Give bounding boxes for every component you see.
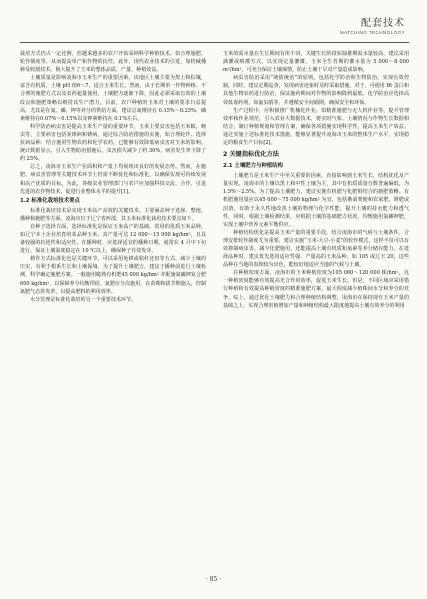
body-paragraph: 在种植密度方面，凌海市的玉米种植密度为105 000～120 000 株/hm²，这一种植密度能够有效提高光合作用效率，促进玉米生长。但是，不同区域应采用错行种植和有效提高种植密度的精准施肥方案，最大程度减少植株间水分和养分的竞争。综上，通过优化土壤肥力和合理种植结构调整，凌海市在保持现有玉米产量的基础之上，实现合理密植增加产量和种植结构最大限度地提高土壤有效养分的利用 — [223, 270, 409, 309]
section-subtitle: MATCHING TECHNOLOGY — [339, 30, 405, 35]
section-title: 配套技术 — [361, 18, 405, 29]
body-paragraph: 土壤质量是影响凌海市玉米生产的重要因素。该地区土壤主要为黑土和棕壤，富含有机质，土壤 pH 值6～7，适合玉米生长。然而，由于长期单一作物种植、不合理的施肥方式以及农药超量使用，土壤肥力逐渐下降，因此必须采取有效的土壤改良和施肥策略以维持其生产潜力。目前，农户种植的玉米对土壤的要求日益提高，尤其是在氮、磷、钾等养分的供给方面。建议总氮维持在 0.15%～0.25%、磷素维持在0.07%～0.15%以及钾素维持在 0.1%左右。 — [20, 75, 206, 122]
body-paragraph: 总之，凌海市玉米生产在面积和产量上均展现出良好的发展态势。然而，在施肥、病虫害管理等关键技术环节上仍需不断优化和标准化，以确保实现可持续发展和高产优质的目标。为此，各级农业管理部门与农户应加强科技交流、合作，引进先进的农作物技术，促进行业整体水平的提升[1]。 — [20, 164, 206, 195]
body-paragraph: 玉米的需水量在生长期间有所不同，关键生长阶段如抽雄期需水量较高，建议采用滴灌或喷灌方式，以实现定量灌溉，玉米全生育期的灌水量为 5 000～8 000 m³/hm²，可充分保证土壤墒情，防止土壤干旱对产量造成影响。 — [223, 51, 409, 74]
body-paragraph: 耕作方式标准化也是关键环节。可以采用免耕或秸秆还田等方式，减少土壤的压实，有利于根系生长和土壤保墒。为了提升土壤肥力，建议于播种前进行土壤检测，科学确定施肥方案。一般施用腐熟有机肥45 000 kg/hm² 并配施氮磷钾复合肥 600 kg/hm²，以保障养分均衡供给。氮肥应分次施用，在苗期和拔节期施入，控制氮肥气态挥发率，以提高肥料的利用效率。 — [20, 256, 206, 295]
body-paragraph: 栽培方式仍占一定比例，但越来越多的农户开始采纳科学种植技术，如合理施肥、轮作制度等，从而提高单产和作物的抗性。此外，现代农业技术的引进，如机械播种及收割技术，极大提升了玉米的整体品质、产量、种植效益。 — [20, 51, 206, 74]
section-heading-2: 2 关键指标优化方法 — [223, 151, 279, 159]
body-paragraph: 土壤肥力是玉米生产中至关重要的因素，直接影响到玉米生长、结构优化及产量实现。凌海市的土壤以黑土和中性土壤为主，其中有机质质量分数普遍偏低，为 1.5%～2.5%。为了提高土壤肥力，建议实施有机肥与化肥相结合的施肥策略。有机肥施用量应以45 000～75 000 kg/hm² 为宜，包括畜禽粪便和农家肥、堆肥或沼渣，有助于永久性地改善土壤的物理与化学性能，提升土壤的持水能力和透气性，同时，根据土壤检测结果，应根据土壤的基础肥力状况，均衡施用氮磷钾肥，实现土壤中营养元素平衡供应。 — [223, 173, 409, 228]
left-paragraphs-after — [20, 207, 206, 304]
right-column — [223, 50, 409, 568]
right-paragraphs-after — [223, 172, 409, 310]
body-paragraph: 种植结构优化是提高玉米产量的重要手段。结合凌海市的气候与土壤条件，合理安排轮作制度尤为重要，建议实施“玉米-大豆-小麦”的轮作模式，这样不仅可以有效抑制病虫害、减少化肥施用，还能提高土壤有机质和氮素等养分储存能力。在选择品种时，建议优先选用适应性强、产量高的玉米品种，如 105 或辽玉 20，这些品种在当地的表现较为出色，能较好地适应当地的气候与土壤。 — [223, 229, 409, 269]
left-column — [20, 50, 206, 568]
header-rule — [20, 42, 409, 43]
section-heading-1-2: 1.2 标准化栽培技术要点 — [20, 197, 80, 204]
page-header — [340, 14, 405, 35]
body-paragraph: 科学防治病虫害是提高玉米生产量的重要环节。玉米主要虫害包括玉米螟、蚜虫等，主要病害包括灰斑病和锈病，通过综合防治措施的实施，如合理轮作、选择抗病品种、结合施用生物农药和化学农药，已能够有效降低病虫害对玉米的影响。统计数据显示，引入生物防治措施后，虫害损失减少了约 30%，病害发生率下降了约 25%。 — [20, 123, 206, 163]
left-paragraphs — [20, 50, 206, 196]
page-number: · 85 · — [205, 576, 222, 583]
body-paragraph: 病虫害防治采用“统防统治”的原则，包括化学防治和生物防治，实现有效控制。同时，建议定期巡查，发现病害迹象时及时采取措施。对于，可使用 Bt 蛋白和其他生物农药进行防治，保证施药期间对作物的影响降到最低。化学防治应选择高效低毒药剂，如氟虫腈等，并遵循安全间隔期，确保安全和环保。 — [223, 75, 409, 106]
body-paragraph: 水分管理是标准化栽培的另一个重要技术环节。 — [30, 296, 137, 303]
body-paragraph: 在种子选择方面，选择标准化是保证玉米高产的基础。常用的优质玉米品种，如辽宁本土企业培育的某品种玉米，其产量可达 12 000～15 000 kg/hm²，且具备较强的抗逆性和适应性。在播种时，应选择适宜的播种日期，通常在 4 月中下旬进行，保证土壤温度稳定在 10 ℃以上，确保种子有效发芽。 — [20, 223, 206, 255]
right-paragraphs — [223, 50, 409, 147]
section-heading-2-1: 2.1 土壤肥力与种植结构 — [223, 163, 283, 170]
body-paragraph: 标准化栽培技术是实现玉米高产高效的关键技术，主要涵盖种子选择、整地、播种和施肥等方面。凌海市位于辽宁省西部，其玉米标准化栽培技术要点如下。 — [20, 207, 206, 222]
body-paragraph: 生产过程中，应积极推广机械化作业，如精准施肥与无人机作业等，提升管理效率和作业规范。引入农业大数据技术，将实时气象、土壤情况与作物生长数据相结合，制订种植规划和管理方案，确保各项措施实现科学性，提高玉米生产效益。通过实施上述标准化技术措施，能够显著提升凌海市玉米的整体生产水平，实现稳定的粮食生产目标[2]。 — [223, 107, 409, 147]
